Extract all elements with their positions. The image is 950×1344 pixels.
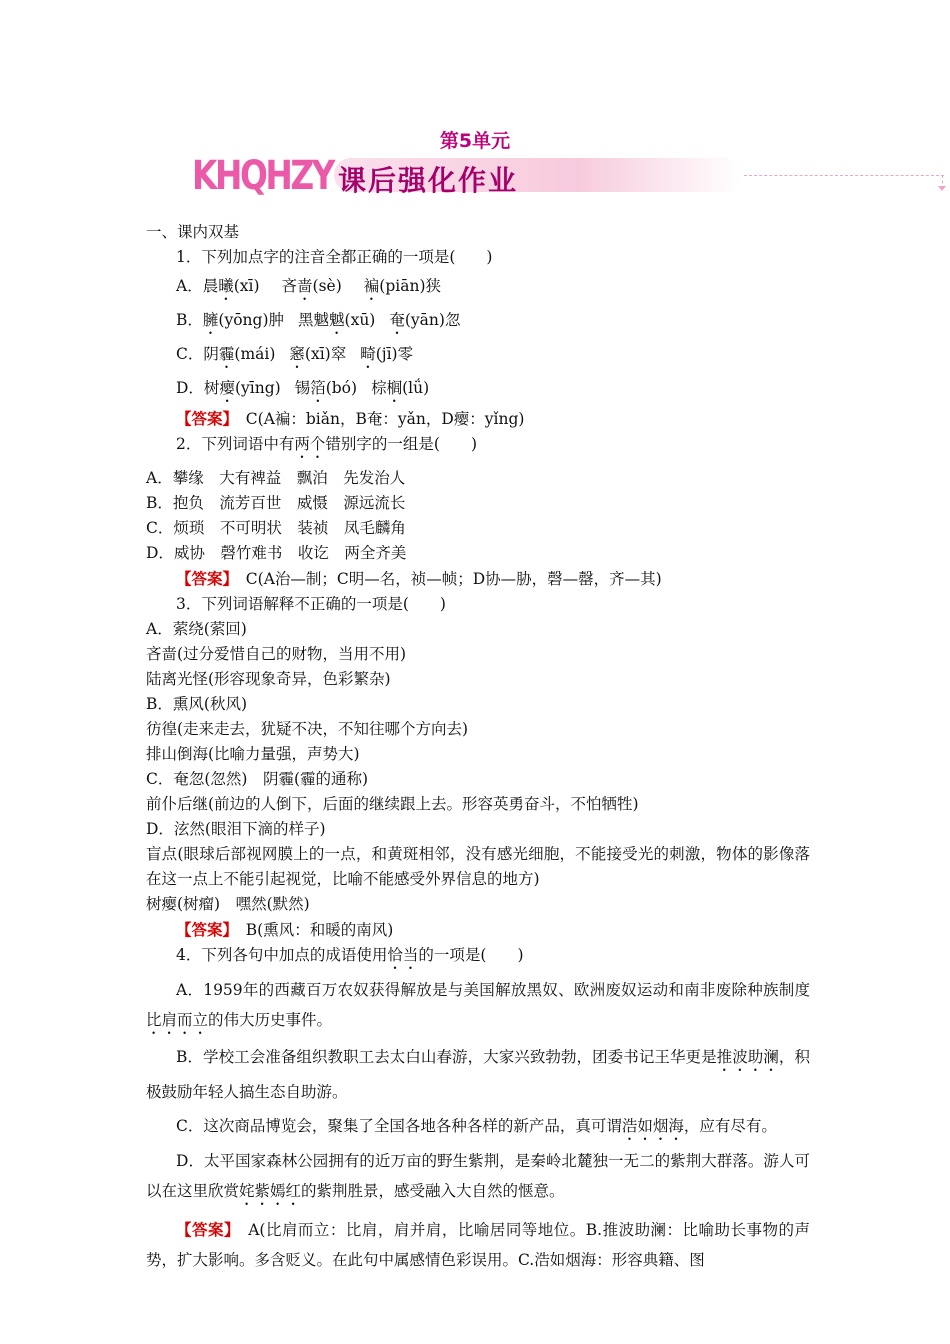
q4-option-a: A．1959年的西藏百万农奴获得解放是与美国解放黑奴、欧洲废奴运动和南非废除种族制度比肩而立的伟大历史事件。	[146, 981, 810, 1029]
q4-answer: 【答案】 A(比肩而立：比肩，肩并肩，比喻居同等地位。B.推波助澜：比喻助长事物的声势，扩大影响。多含贬义。在此句中属感情色彩误用。C.浩如烟海：形容典籍、图	[146, 1220, 810, 1269]
banner-code: KHQHZY	[192, 153, 333, 199]
q3-line: B．熏风(秋风)	[146, 695, 247, 713]
answer-tag: 【答案】	[176, 409, 231, 428]
q1-option-d: D．树瘿(yīng) 锡箔(bó) 棕榈(lǘ)	[176, 379, 430, 397]
answer-tag: 【答案】	[176, 920, 231, 939]
q3-line: D．泫然(眼泪下滴的样子)	[146, 820, 326, 838]
q3-line: 排山倒海(比喻力量强，声势大)	[146, 745, 360, 763]
answer-tag: 【答案】	[176, 1220, 233, 1239]
arrow-down-icon	[938, 186, 946, 191]
q3-line: 前仆后继(前边的人倒下，后面的继续跟上去。形容英勇奋斗，不怕牺牲)	[146, 795, 639, 813]
q2-answer: 【答案】 C(A治—制；C明—名，祯—帧；D协—胁，磬—罄，齐—其)	[176, 569, 662, 588]
q3-line: 吝啬(过分爱惜自己的财物，当用不用)	[146, 645, 407, 663]
q4-option-c: C．这次商品博览会，聚集了全国各地各种各样的新产品，真可谓浩如烟海，应有尽有。	[176, 1117, 777, 1135]
answer-tag: 【答案】	[176, 569, 231, 588]
q3-line: 树瘿(树瘤) 嘿然(默然)	[146, 895, 310, 913]
document-body	[146, 220, 810, 1277]
banner-dash-line	[744, 175, 944, 176]
q2-option-b: B．抱负 流芳百世 威慑 源远流长	[146, 494, 406, 512]
q1-option-a: A．晨曦(xī) 吝啬(sè) 褊(piān)狭	[176, 277, 441, 295]
q3-long-line: 盲点(眼球后部视网膜上的一点，和黄斑相邻，没有感光细胞，不能接受光的刺激，物体的影像落在这一点上不能引起视觉，比喻不能感受外界信息的地方)	[146, 845, 810, 888]
q4-stem: 4．下列各句中加点的成语使用恰当的一项是( )	[176, 946, 524, 964]
q3-line: A．萦绕(萦回)	[146, 620, 247, 638]
q4-option-d: D．太平国家森林公园拥有的近万亩的野生紫荆，是秦岭北麓独一无二的紫荆大群落。游人可以在这里欣赏姹紫嫣红的紫荆胜景，感受融入大自然的惬意。	[146, 1152, 810, 1200]
header-banner	[192, 153, 767, 200]
q1-option-b: B．臃(yōng)肿 黑魆魆(xū) 奄(yān)忽	[176, 311, 461, 329]
q3-answer: 【答案】 B(熏风：和暖的南风)	[176, 920, 394, 939]
section-heading: 一、课内双基	[146, 223, 240, 241]
q1-option-c: C．阴霾(mái) 窸(xī)窣 畸(jī)零	[176, 345, 414, 363]
q2-option-c: C．烦琐 不可明状 装祯 凤毛麟角	[146, 519, 406, 537]
q3-line: 彷徨(走来走去，犹疑不决，不知往哪个方向去)	[146, 720, 469, 738]
q2-stem: 2．下列词语中有两个错别字的一组是( )	[176, 435, 477, 453]
q1-stem: 1．下列加点字的注音全都正确的一项是( )	[176, 248, 493, 266]
q2-option-a: A．攀缘 大有裨益 飘泊 先发治人	[146, 469, 406, 487]
q1-answer: 【答案】 C(A褊：biǎn，B奄：yǎn，D瘿：yǐng)	[176, 409, 525, 428]
unit-title: 第5单元	[439, 130, 511, 152]
q3-line: 陆离光怪(形容现象奇异，色彩繁杂)	[146, 670, 391, 688]
q3-stem: 3．下列词语解释不正确的一项是( )	[176, 595, 446, 613]
q4-option-b: B．学校工会准备组织教职工去太白山春游，大家兴致勃勃，团委书记王华更是推波助澜，积极鼓励年轻人搞生态自助游。	[146, 1048, 810, 1101]
q2-option-d: D．威协 磬竹难书 收讫 两全齐美	[146, 544, 407, 562]
banner-label: 课后强化作业	[338, 164, 519, 197]
q3-line: C．奄忽(忽然) 阴霾(霾的通称)	[146, 770, 369, 788]
